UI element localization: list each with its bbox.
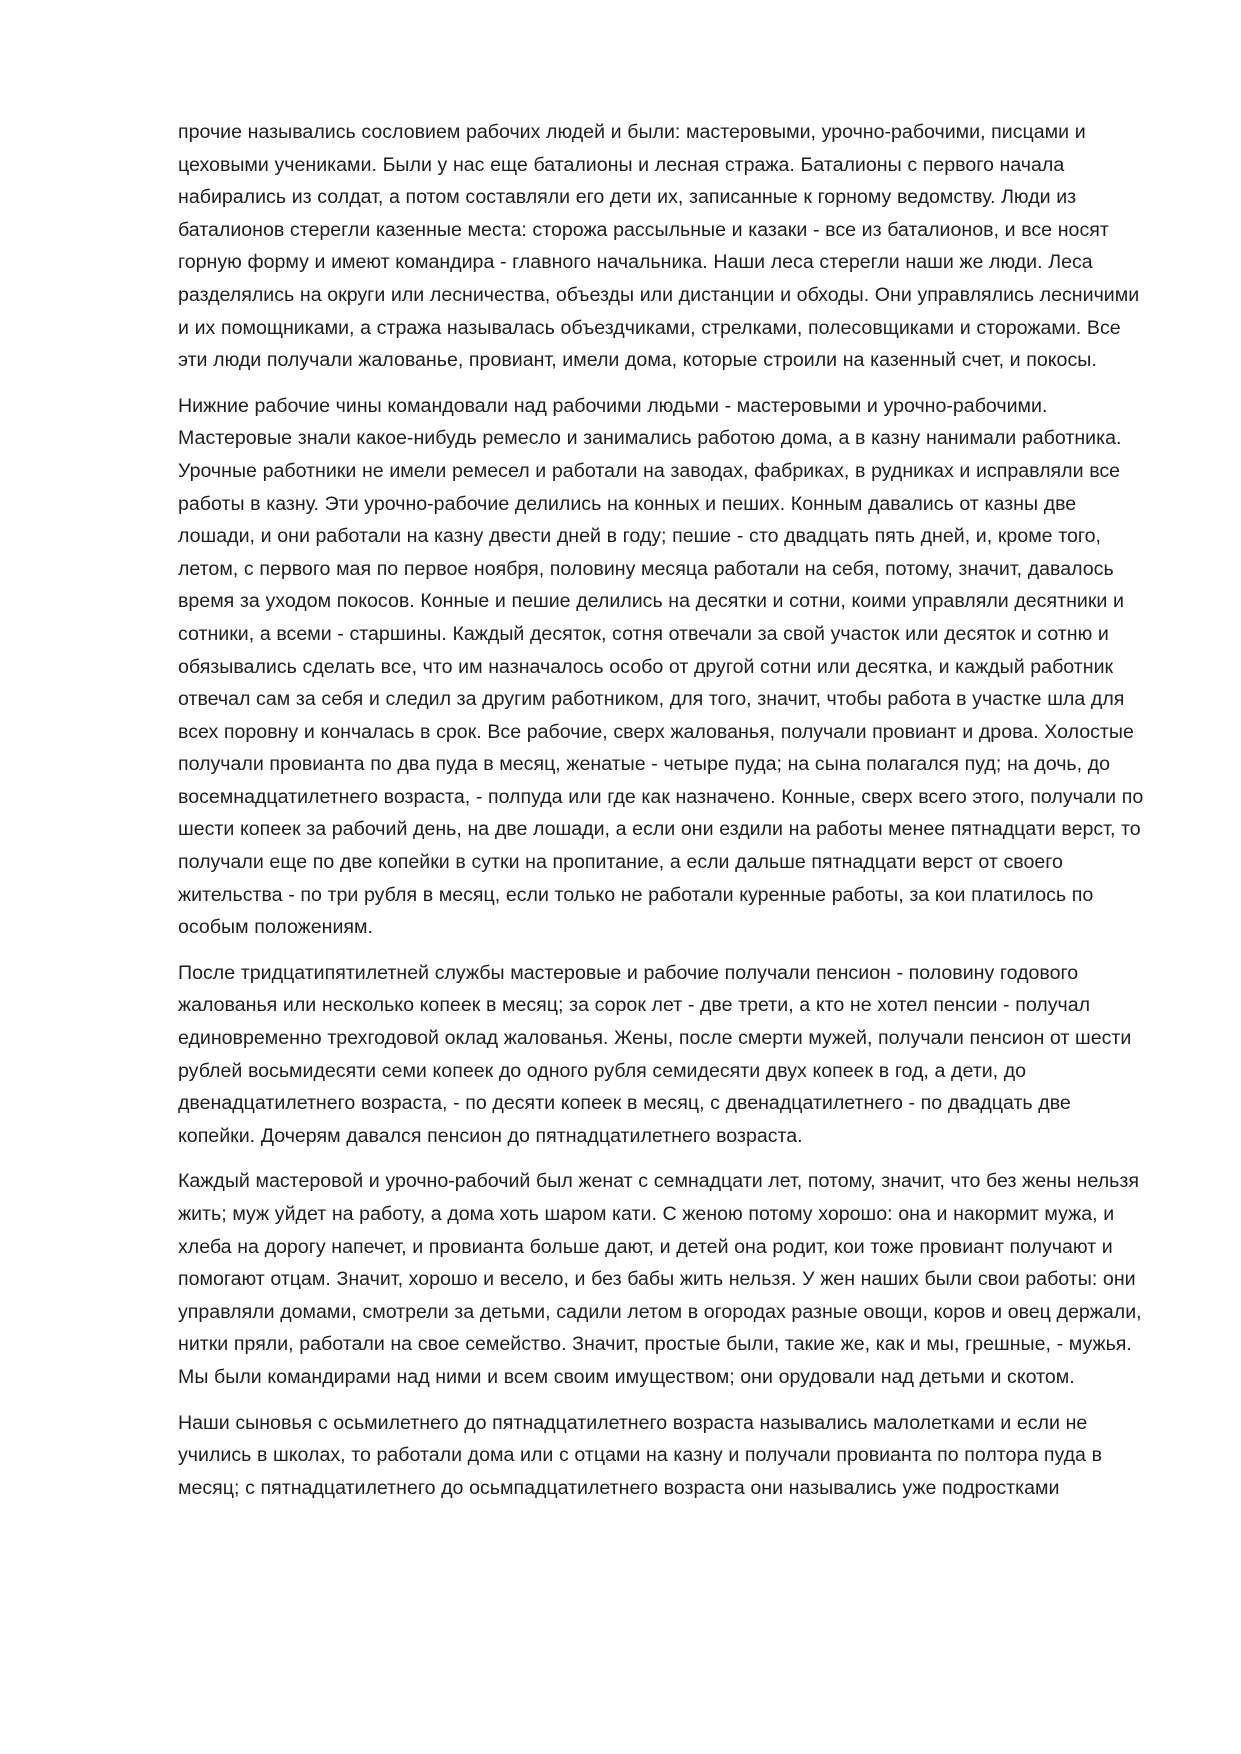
paragraph-2: Нижние рабочие чины командовали над рабочими людьми - мастеровыми и урочно-рабочими. Мастеровые знали какое-нибудь ремесло и занимались работою дома, а в казну нанимали работника. Урочные работники не имели ремесел и работали на заводах, фабриках, в рудниках и исправляли все работы в казну. Эти урочно-рабочие делились на конных и пеших. Конным давались от казны две лошади, и они работали на казну двести дней в году; пешие - сто двадцать пять дней, и, кроме того, летом, с первого мая по первое ноября, половину месяца работали на себя, потому, значит, давалось время за уходом покосов. Конные и пешие делились на десятки и сотни, коими управляли десятники и сотники, а всеми - старшины. Каждый десяток, сотня отвечали за свой участок или десяток и сотню и обязывались сделать все, что им назначалось особо от другой сотни или десятка, и каждый работник отвечал сам за себя и следил за другим работником, для того, значит, чтобы работа в участке шла для всех поровну и кончалась в срок. Все рабочие, сверх жалованья, получали провиант и дрова. Холостые получали провианта по два пуда в месяц, женатые - четыре пуда; на сына полагался пуд; на дочь, до восемнадцатилетнего возраста, - полпуда или где как назначено. Конные, сверх всего этого, получали по шести копеек за рабочий день, на две лошади, а если они ездили на работы менее пятнадцати верст, то получали еще по две копейки в сутки на пропитание, а если дальше пятнадцати верст от своего жительства - по три рубля в месяц, если только не работали куренные работы, за кои платилось по особым положениям. <box>178 394 1144 939</box>
document-page <box>178 116 1152 1517</box>
paragraph-5: Наши сыновья с осьмилетнего до пятнадцатилетнего возраста назывались малолетками и если не учились в школах, то работали дома или с отцами на казну и получали провианта по полтора пуда в месяц; с пятнадцатилетнего до осьмпадцатилетнего возраста они назывались уже подростками <box>178 1411 1103 1499</box>
paragraph-4: Каждый мастеровой и урочно-рабочий был женат с семнадцати лет, потому, значит, что без жены нельзя жить; муж уйдет на работу, а дома хоть шаром кати. С женою потому хорошо: она и накормит мужа, и хлеба на дорогу напечет, и провианта больше дают, и детей она родит, кои тоже провиант получают и помогают отцам. Значит, хорошо и весело, и без бабы жить нельзя. У жен наших были свои работы: они управляли домами, смотрели за детьми, садили летом в огородах разные овощи, коров и овец держали, нитки пряли, работали на свое семейство. Значит, простые были, такие же, как и мы, грешные, - мужья. Мы были командирами над ними и всем своим имуществом; они орудовали над детьми и скотом. <box>178 1170 1142 1388</box>
paragraph-3: После тридцатипятилетней службы мастеровые и рабочие получали пенсион - половину годового жалованья или несколько копеек в месяц; за сорок лет - две трети, а кто не хотел пенсии - получал единовременно трехгодовой оклад жалованья. Жены, после смерти мужей, получали пенсион от шести рублей восьмидесяти семи копеек до одного рубля семидесяти двух копеек в год, а дети, до двенадцатилетнего возраста, - по десяти копеек в месяц, с двенадцатилетнего - по двадцать две копейки. Дочерям давался пенсион до пятнадцатилетнего возраста. <box>178 961 1132 1147</box>
paragraph-1: прочие назывались сословием рабочих людей и были: мастеровыми, урочно-рабочими, писцами и цеховыми учениками. Были у нас еще баталионы и лесная стража. Баталионы с первого начала набирались из солдат, а потом составляли его дети их, записанные к горному ведомству. Люди из баталионов стерегли казенные места: сторожа рассыльные и казаки - все из баталионов, и все носят горную форму и имеют командира - главного начальника. Наши леса стерегли наши же люди. Леса разделялись на округи или лесничества, объезды или дистанции и обходы. Они управлялись лесничими и их помощниками, а стража называлась объездчиками, стрелками, полесовщиками и сторожами. Все эти люди получали жалованье, провиант, имели дома, которые строили на казенный счет, и покосы. <box>178 121 1140 372</box>
